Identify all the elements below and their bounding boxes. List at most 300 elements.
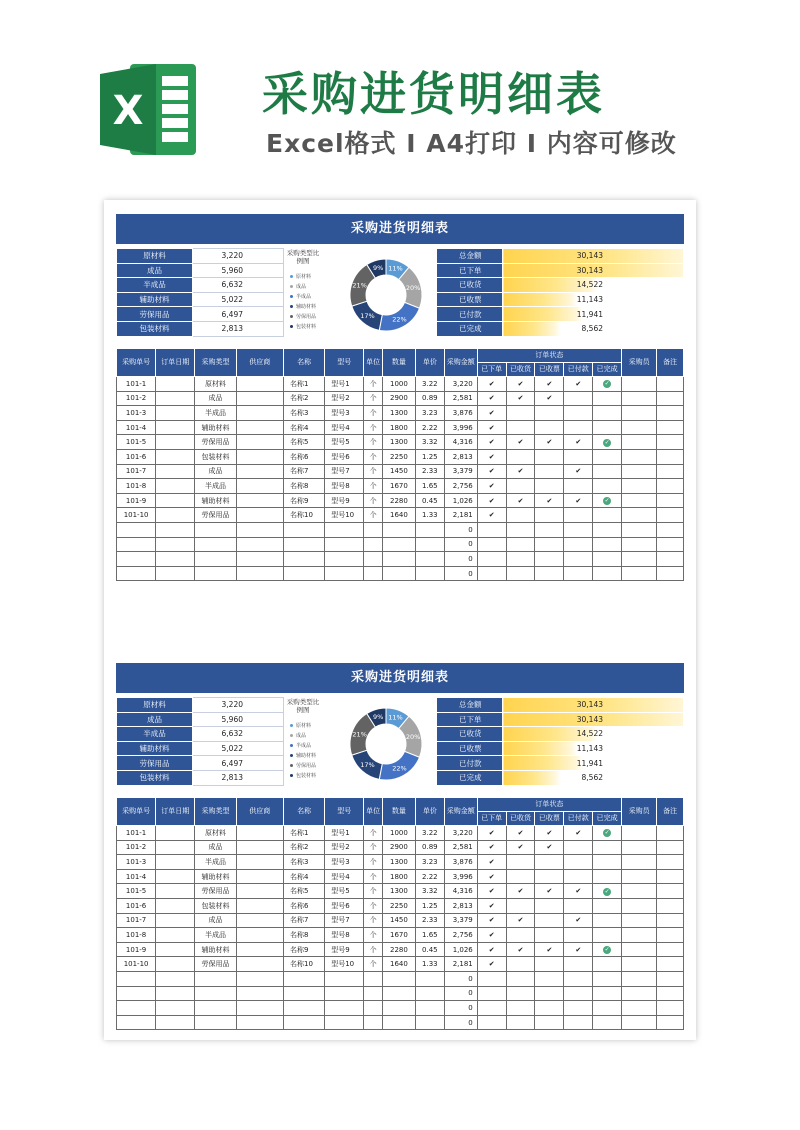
order-no-cell: 101-9 <box>117 942 156 957</box>
type-cell: 劳保用品 <box>195 884 236 899</box>
legend-swatch <box>290 724 293 727</box>
amount-cell: 2,181 <box>444 957 477 972</box>
order-date-cell <box>156 971 195 986</box>
table-row <box>117 464 684 479</box>
legend-label: 包装材料 <box>296 773 317 779</box>
check-icon: ✔ <box>517 379 524 388</box>
col-header: 名称 <box>283 349 324 377</box>
unit-cell: 个 <box>364 493 383 508</box>
table-row <box>117 449 684 464</box>
col-header: 采购类型 <box>195 798 236 826</box>
status-cell <box>506 493 535 508</box>
unit-cell <box>364 522 383 537</box>
unit-cell: 个 <box>364 391 383 406</box>
check-icon: ✔ <box>546 496 553 505</box>
name-cell: 名称6 <box>283 449 324 464</box>
buyer-cell <box>622 406 657 421</box>
status-value: 30,143 <box>503 712 684 727</box>
status-cell <box>506 884 535 899</box>
status-summary-table <box>436 248 684 337</box>
supplier-cell <box>236 552 283 567</box>
col-header: 采购单号 <box>117 349 156 377</box>
status-cell <box>593 508 622 523</box>
status-value: 11,941 <box>503 307 684 322</box>
page-subtitle: Excel格式 I A4打印 I 内容可修改 <box>266 129 677 158</box>
supplier-cell <box>236 1001 283 1016</box>
status-cell <box>535 508 564 523</box>
model-cell: 型号3 <box>325 406 364 421</box>
status-cell <box>564 449 593 464</box>
status-label: 总金额 <box>437 698 503 713</box>
legend-swatch <box>290 754 293 757</box>
pie-data-label: 22% <box>392 315 407 324</box>
status-cell <box>535 1001 564 1016</box>
price-cell: 2.22 <box>415 420 444 435</box>
unit-cell: 个 <box>364 898 383 913</box>
status-cell <box>564 552 593 567</box>
col-header: 型号 <box>325 798 364 826</box>
check-icon: ✔ <box>517 394 524 403</box>
price-cell <box>415 566 444 581</box>
status-cell <box>506 449 535 464</box>
status-cell <box>506 537 535 552</box>
order-date-cell <box>156 406 195 421</box>
qty-cell: 2280 <box>382 493 415 508</box>
status-cell <box>506 391 535 406</box>
type-cell: 劳保用品 <box>195 508 236 523</box>
legend-swatch <box>290 295 293 298</box>
table-row <box>117 1015 684 1030</box>
order-no-cell <box>117 971 156 986</box>
status-cell <box>506 508 535 523</box>
name-cell: 名称7 <box>283 464 324 479</box>
legend-item <box>290 282 316 292</box>
model-cell <box>325 1015 364 1030</box>
legend-item <box>290 741 316 751</box>
name-cell: 名称9 <box>283 493 324 508</box>
status-cell <box>564 479 593 494</box>
status-cell <box>593 566 622 581</box>
col-header: 订单日期 <box>156 349 195 377</box>
summary-panel <box>116 697 684 793</box>
order-no-cell: 101-10 <box>117 508 156 523</box>
unit-cell: 个 <box>364 826 383 841</box>
amount-cell: 3,220 <box>444 377 477 392</box>
table-row <box>117 552 684 567</box>
remark-cell <box>657 898 684 913</box>
check-icon: ✔ <box>575 828 582 837</box>
status-cell <box>564 377 593 392</box>
status-cell <box>593 479 622 494</box>
model-cell: 型号5 <box>325 884 364 899</box>
status-cell <box>535 420 564 435</box>
table-row <box>117 420 684 435</box>
qty-cell: 1670 <box>382 479 415 494</box>
status-cell <box>477 855 506 870</box>
check-icon: ✔ <box>488 496 495 505</box>
status-cell <box>564 913 593 928</box>
model-cell: 型号6 <box>325 898 364 913</box>
table-row <box>117 826 684 841</box>
type-cell: 半成品 <box>195 406 236 421</box>
check-icon: ✔ <box>575 467 582 476</box>
category-row <box>117 770 284 785</box>
unit-cell: 个 <box>364 406 383 421</box>
legend-item <box>290 302 316 312</box>
price-cell: 2.33 <box>415 913 444 928</box>
check-icon: ✔ <box>575 379 582 388</box>
table-row <box>117 493 684 508</box>
check-icon: ✔ <box>575 887 582 896</box>
col-header: 单价 <box>415 349 444 377</box>
model-cell: 型号10 <box>325 508 364 523</box>
status-cell <box>564 1015 593 1030</box>
status-cell <box>506 1015 535 1030</box>
status-value: 30,143 <box>503 263 684 278</box>
order-date-cell <box>156 957 195 972</box>
unit-cell: 个 <box>364 420 383 435</box>
status-row <box>437 741 684 756</box>
order-no-cell: 101-5 <box>117 884 156 899</box>
status-cell <box>535 464 564 479</box>
unit-cell <box>364 566 383 581</box>
remark-cell <box>657 986 684 1001</box>
order-no-cell: 101-4 <box>117 869 156 884</box>
name-cell: 名称8 <box>283 479 324 494</box>
status-cell <box>477 377 506 392</box>
remark-cell <box>657 1001 684 1016</box>
table-row <box>117 855 684 870</box>
status-cell <box>593 493 622 508</box>
status-value: 30,143 <box>503 698 684 713</box>
remark-cell <box>657 479 684 494</box>
qty-cell: 1300 <box>382 406 415 421</box>
order-date-cell <box>156 391 195 406</box>
check-icon: ✔ <box>488 467 495 476</box>
pie-legend <box>290 721 316 781</box>
status-cell <box>593 986 622 1001</box>
order-no-cell <box>117 986 156 1001</box>
buyer-cell <box>622 479 657 494</box>
done-check-icon: ✓ <box>604 497 610 505</box>
type-cell: 半成品 <box>195 855 236 870</box>
buyer-cell <box>622 1015 657 1030</box>
check-icon: ✔ <box>488 887 495 896</box>
remark-cell <box>657 420 684 435</box>
status-value: 8,562 <box>503 770 684 785</box>
name-cell <box>283 986 324 1001</box>
svg-text:X: X <box>112 88 144 134</box>
status-cell <box>535 855 564 870</box>
order-date-cell <box>156 855 195 870</box>
status-cell <box>535 971 564 986</box>
amount-cell: 1,026 <box>444 942 477 957</box>
pie-data-label: 22% <box>392 764 407 773</box>
check-icon: ✔ <box>488 945 495 954</box>
status-cell <box>535 840 564 855</box>
status-value: 11,143 <box>503 741 684 756</box>
order-date-cell <box>156 942 195 957</box>
category-label: 成品 <box>117 712 193 727</box>
status-cell <box>506 855 535 870</box>
buyer-cell <box>622 493 657 508</box>
price-cell <box>415 1001 444 1016</box>
status-cell <box>593 406 622 421</box>
col-header: 采购员 <box>622 349 657 377</box>
status-label: 已付款 <box>437 307 503 322</box>
supplier-cell <box>236 1015 283 1030</box>
check-icon: ✔ <box>575 945 582 954</box>
status-cell <box>506 377 535 392</box>
order-date-cell <box>156 986 195 1001</box>
remark-cell <box>657 449 684 464</box>
legend-swatch <box>290 734 293 737</box>
type-cell: 包装材料 <box>195 449 236 464</box>
supplier-cell <box>236 826 283 841</box>
status-cell <box>477 869 506 884</box>
supplier-cell <box>236 884 283 899</box>
unit-cell: 个 <box>364 913 383 928</box>
check-icon: ✔ <box>517 438 524 447</box>
type-cell <box>195 552 236 567</box>
status-cell <box>564 957 593 972</box>
price-cell <box>415 971 444 986</box>
status-cell <box>593 391 622 406</box>
status-cell <box>564 826 593 841</box>
type-cell: 辅助材料 <box>195 869 236 884</box>
legend-swatch <box>290 315 293 318</box>
status-cell <box>564 942 593 957</box>
legend-item <box>290 771 316 781</box>
amount-cell: 3,876 <box>444 406 477 421</box>
name-cell <box>283 971 324 986</box>
name-cell: 名称1 <box>283 377 324 392</box>
status-cell <box>564 435 593 450</box>
type-cell: 半成品 <box>195 928 236 943</box>
order-no-cell: 101-8 <box>117 479 156 494</box>
remark-cell <box>657 942 684 957</box>
name-cell: 名称4 <box>283 869 324 884</box>
model-cell: 型号9 <box>325 942 364 957</box>
col-header: 已付款 <box>564 363 593 377</box>
price-cell: 1.25 <box>415 898 444 913</box>
status-cell <box>506 913 535 928</box>
status-cell <box>477 406 506 421</box>
order-no-cell: 101-7 <box>117 913 156 928</box>
order-no-cell: 101-7 <box>117 464 156 479</box>
model-cell <box>325 552 364 567</box>
buyer-cell <box>622 377 657 392</box>
status-cell <box>477 537 506 552</box>
check-icon: ✔ <box>546 394 553 403</box>
status-cell <box>593 855 622 870</box>
status-cell <box>564 493 593 508</box>
category-row <box>117 278 284 293</box>
price-cell: 1.33 <box>415 957 444 972</box>
price-cell: 3.22 <box>415 826 444 841</box>
buyer-cell <box>622 435 657 450</box>
name-cell: 名称2 <box>283 840 324 855</box>
order-date-cell <box>156 449 195 464</box>
order-no-cell <box>117 552 156 567</box>
category-row <box>117 712 284 727</box>
status-cell <box>535 826 564 841</box>
table-row <box>117 986 684 1001</box>
supplier-cell <box>236 537 283 552</box>
check-icon: ✔ <box>546 379 553 388</box>
status-cell <box>477 464 506 479</box>
supplier-cell <box>236 942 283 957</box>
done-check-icon: ✓ <box>604 887 610 895</box>
summary-panel <box>116 248 684 344</box>
table-row <box>117 913 684 928</box>
status-cell <box>535 913 564 928</box>
amount-cell: 3,220 <box>444 826 477 841</box>
buyer-cell <box>622 566 657 581</box>
qty-cell: 1800 <box>382 420 415 435</box>
status-cell <box>477 898 506 913</box>
status-cell <box>535 1015 564 1030</box>
status-cell <box>477 840 506 855</box>
name-cell: 名称7 <box>283 913 324 928</box>
unit-cell: 个 <box>364 377 383 392</box>
price-cell: 3.22 <box>415 377 444 392</box>
table-row <box>117 522 684 537</box>
category-label: 原材料 <box>117 249 193 264</box>
remark-cell <box>657 971 684 986</box>
model-cell: 型号1 <box>325 826 364 841</box>
pie-data-label: 17% <box>360 761 375 770</box>
legend-label: 辅助材料 <box>296 304 317 310</box>
type-cell <box>195 1001 236 1016</box>
legend-label: 劳保用品 <box>296 763 317 769</box>
pie-svg <box>338 697 434 793</box>
unit-cell: 个 <box>364 479 383 494</box>
category-row <box>117 249 284 264</box>
qty-cell <box>382 522 415 537</box>
table-row <box>117 971 684 986</box>
status-cell <box>535 884 564 899</box>
qty-cell: 2280 <box>382 942 415 957</box>
status-cell <box>477 508 506 523</box>
order-date-cell <box>156 435 195 450</box>
order-no-cell <box>117 1001 156 1016</box>
order-no-cell: 101-1 <box>117 377 156 392</box>
check-icon: ✔ <box>575 496 582 505</box>
status-cell <box>535 377 564 392</box>
status-cell <box>593 884 622 899</box>
legend-label: 原材料 <box>296 274 312 280</box>
col-header: 已完成 <box>593 363 622 377</box>
status-value: 14,522 <box>503 727 684 742</box>
buyer-cell <box>622 913 657 928</box>
status-cell <box>535 522 564 537</box>
category-summary-table <box>116 697 284 786</box>
legend-swatch <box>290 774 293 777</box>
supplier-cell <box>236 869 283 884</box>
price-cell <box>415 522 444 537</box>
order-date-cell <box>156 464 195 479</box>
status-cell <box>535 537 564 552</box>
model-cell: 型号2 <box>325 840 364 855</box>
category-row <box>117 698 284 713</box>
status-cell <box>564 840 593 855</box>
status-cell <box>477 1001 506 1016</box>
amount-cell: 3,996 <box>444 869 477 884</box>
category-value: 6,632 <box>193 278 284 293</box>
status-cell <box>564 406 593 421</box>
status-cell <box>564 971 593 986</box>
check-icon: ✔ <box>488 481 495 490</box>
table-row <box>117 566 684 581</box>
buyer-cell <box>622 552 657 567</box>
check-icon: ✔ <box>488 511 495 520</box>
status-cell <box>506 464 535 479</box>
status-cell <box>593 435 622 450</box>
amount-cell: 0 <box>444 986 477 1001</box>
model-cell: 型号9 <box>325 493 364 508</box>
qty-cell <box>382 971 415 986</box>
table-row <box>117 884 684 899</box>
status-label: 已收货 <box>437 278 503 293</box>
status-cell <box>506 552 535 567</box>
order-date-cell <box>156 928 195 943</box>
unit-cell <box>364 552 383 567</box>
category-row <box>117 321 284 336</box>
order-date-cell <box>156 537 195 552</box>
status-row <box>437 756 684 771</box>
status-cell <box>564 522 593 537</box>
model-cell: 型号7 <box>325 913 364 928</box>
price-cell <box>415 1015 444 1030</box>
type-cell: 原材料 <box>195 826 236 841</box>
unit-cell <box>364 971 383 986</box>
status-cell <box>477 493 506 508</box>
unit-cell <box>364 1001 383 1016</box>
supplier-cell <box>236 986 283 1001</box>
name-cell <box>283 1015 324 1030</box>
status-cell <box>564 420 593 435</box>
table-row <box>117 840 684 855</box>
unit-cell: 个 <box>364 508 383 523</box>
qty-cell: 2900 <box>382 840 415 855</box>
model-cell <box>325 566 364 581</box>
status-cell <box>564 566 593 581</box>
col-header: 采购类型 <box>195 349 236 377</box>
model-cell: 型号3 <box>325 855 364 870</box>
table-row <box>117 1001 684 1016</box>
type-cell <box>195 986 236 1001</box>
check-icon: ✔ <box>488 394 495 403</box>
buyer-cell <box>622 928 657 943</box>
status-cell <box>506 435 535 450</box>
price-cell: 0.45 <box>415 493 444 508</box>
status-cell <box>593 377 622 392</box>
buyer-cell <box>622 420 657 435</box>
col-header-group: 订单状态 <box>477 798 621 812</box>
check-icon: ✔ <box>488 379 495 388</box>
remark-cell <box>657 566 684 581</box>
category-value: 3,220 <box>193 249 284 264</box>
amount-cell: 0 <box>444 1015 477 1030</box>
status-cell <box>477 913 506 928</box>
status-label: 已下单 <box>437 712 503 727</box>
amount-cell: 2,813 <box>444 449 477 464</box>
buyer-cell <box>622 957 657 972</box>
order-no-cell: 101-6 <box>117 898 156 913</box>
status-cell <box>593 942 622 957</box>
unit-cell: 个 <box>364 435 383 450</box>
